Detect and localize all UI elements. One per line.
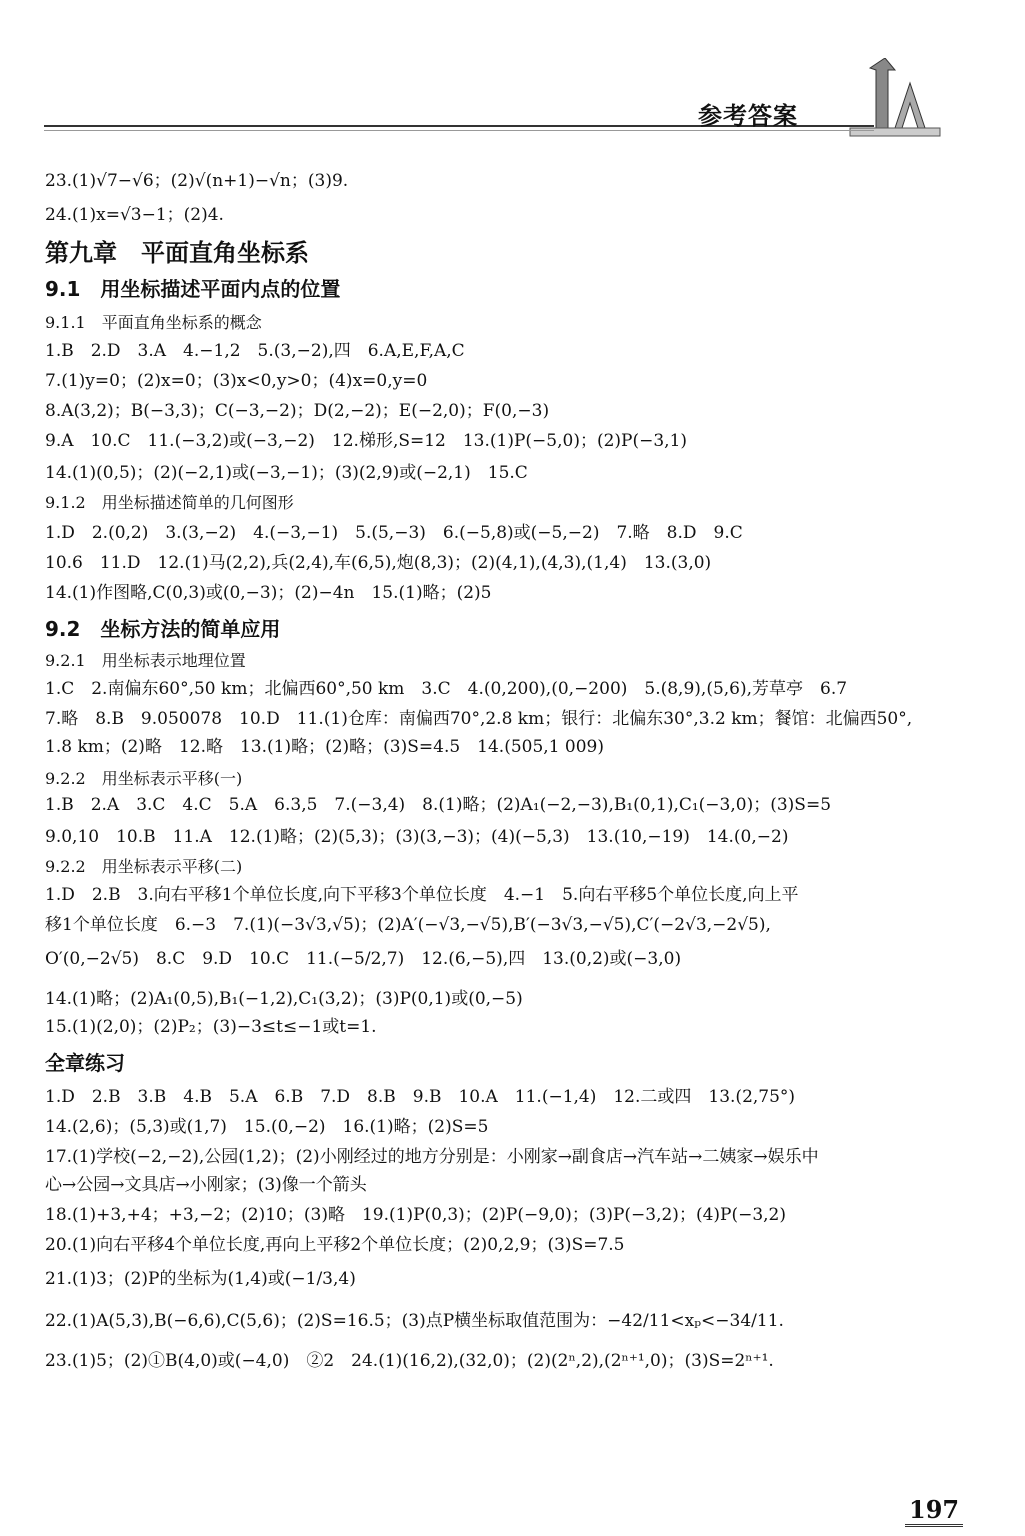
subsection-title: 9.2.2 用坐标表示平移(二)	[45, 857, 243, 876]
answer-line: O′(0,−2√5) 8.C 9.D 10.C 11.(−5/2,7) 12.(6,−5),四 13.(0,2)或(−3,0)	[45, 949, 682, 969]
answer-line: 7.(1)y=0；(2)x=0；(3)x<0,y>0；(4)x=0,y=0	[45, 371, 428, 391]
answer-line: 15.(1)(2,0)；(2)P₂；(3)−3≤t≤−1或t=1.	[45, 1017, 377, 1037]
subsection-title: 9.1.1 平面直角坐标系的概念	[45, 313, 262, 332]
subsection-title: 9.1.2 用坐标描述简单的几何图形	[45, 493, 294, 512]
answer-line: 8.A(3,2)；B(−3,3)；C(−3,−2)；D(2,−2)；E(−2,0)；F(0,−3)	[45, 401, 550, 421]
answer-line: 18.(1)+3,+4；+3,−2；(2)10；(3)略 19.(1)P(0,3)；(2)P(−9,0)；(3)P(−3,2)；(4)P(−3,2)	[45, 1205, 787, 1225]
header-title: 参考答案	[698, 102, 798, 130]
answer-line: 20.(1)向右平移4个单位长度,再向上平移2个单位长度；(2)0,2,9；(3)S=7.5	[45, 1235, 625, 1255]
answer-line: 10.6 11.D 12.(1)马(2,2),兵(2,4),车(6,5),炮(8,3)；(2)(4,1),(4,3),(1,4) 13.(3,0)	[45, 553, 712, 573]
answer-line: 14.(1)作图略,C(0,3)或(0,−3)；(2)−4n 15.(1)略；(2)5	[45, 583, 492, 603]
answer-line: 14.(1)(0,5)；(2)(−2,1)或(−3,−1)；(3)(2,9)或(−2,1) 15.C	[45, 463, 528, 483]
answer-line: 9.0,10 10.B 11.A 12.(1)略；(2)(5,3)；(3)(3,−3)；(4)(−5,3) 13.(10,−19) 14.(0,−2)	[45, 827, 789, 847]
page-header	[0, 0, 1025, 170]
section-title: 9.1 用坐标描述平面内点的位置	[45, 277, 341, 301]
answer-line: 心→公园→文具店→小刚家；(3)像一个箭头	[45, 1175, 367, 1195]
page-number: 197	[905, 1495, 963, 1527]
answer-line: 21.(1)3；(2)P的坐标为(1,4)或(−1/3,4)	[45, 1269, 356, 1289]
subsection-title: 9.2.2 用坐标表示平移(一)	[45, 769, 243, 788]
answer-line: 14.(1)略；(2)A₁(0,5),B₁(−1,2),C₁(3,2)；(3)P(0,1)或(0,−5)	[45, 989, 523, 1009]
section-title: 9.2 坐标方法的简单应用	[45, 617, 281, 641]
chapter-title: 第九章 平面直角坐标系	[45, 239, 309, 267]
answer-line: 17.(1)学校(−2,−2),公园(1,2)；(2)小刚经过的地方分别是：小刚家→副食店→汽车站→二姨家→娱乐中	[45, 1147, 819, 1167]
answer-line: 23.(1)√7−√6；(2)√(n+1)−√n；(3)9.	[45, 171, 349, 191]
answer-line: 9.A 10.C 11.(−3,2)或(−3,−2) 12.梯形,S=12 13.(1)P(−5,0)；(2)P(−3,1)	[45, 431, 688, 451]
answer-line: 1.B 2.D 3.A 4.−1,2 5.(3,−2),四 6.A,E,F,A,C	[45, 341, 465, 361]
answer-line: 移1个单位长度 6.−3 7.(1)(−3√3,√5)；(2)A′(−√3,−√5),B′(−3√3,−√5),C′(−2√3,−2√5),	[45, 915, 771, 935]
answer-line: 1.B 2.A 3.C 4.C 5.A 6.3,5 7.(−3,4) 8.(1)略；(2)A₁(−2,−3),B₁(0,1),C₁(−3,0)；(3)S=5	[45, 795, 832, 815]
section-title: 全章练习	[45, 1051, 125, 1075]
answer-line: 1.D 2.B 3.B 4.B 5.A 6.B 7.D 8.B 9.B 10.A 11.(−1,4) 12.二或四 13.(2,75°)	[45, 1087, 796, 1107]
answer-line: 14.(2,6)；(5,3)或(1,7) 15.(0,−2) 16.(1)略；(2)S=5	[45, 1117, 489, 1137]
subsection-title: 9.2.1 用坐标表示地理位置	[45, 651, 246, 670]
answer-line: 1.C 2.南偏东60°,50 km；北偏西60°,50 km 3.C 4.(0,200),(0,−200) 5.(8,9),(5,6),芳草亭 6.7	[45, 679, 848, 699]
answer-line: 1.D 2.(0,2) 3.(3,−2) 4.(−3,−1) 5.(5,−3) 6.(−5,8)或(−5,−2) 7.略 8.D 9.C	[45, 523, 743, 543]
answer-line: 7.略 8.B 9.050078 10.D 11.(1)仓库：南偏西70°,2.8 km；银行：北偏东30°,3.2 km；餐馆：北偏西50°,	[45, 709, 913, 729]
arrow-logo-icon	[840, 58, 950, 148]
answer-line: 23.(1)5；(2)①B(4,0)或(−4,0) ②2 24.(1)(16,2),(32,0)；(2)(2ⁿ,2),(2ⁿ⁺¹,0)；(3)S=2ⁿ⁺¹.	[45, 1351, 774, 1371]
answer-line: 24.(1)x=√3−1；(2)4.	[45, 205, 224, 225]
answer-line: 1.D 2.B 3.向右平移1个单位长度,向下平移3个单位长度 4.−1 5.向右平移5个单位长度,向上平	[45, 885, 799, 905]
answer-line: 1.8 km；(2)略 12.略 13.(1)略；(2)略；(3)S=4.5 14.(505,1 009)	[45, 737, 604, 757]
answer-line: 22.(1)A(5,3),B(−6,6),C(5,6)；(2)S=16.5；(3)点P横坐标取值范围为：−42/11<xₚ<−34/11.	[45, 1311, 784, 1331]
